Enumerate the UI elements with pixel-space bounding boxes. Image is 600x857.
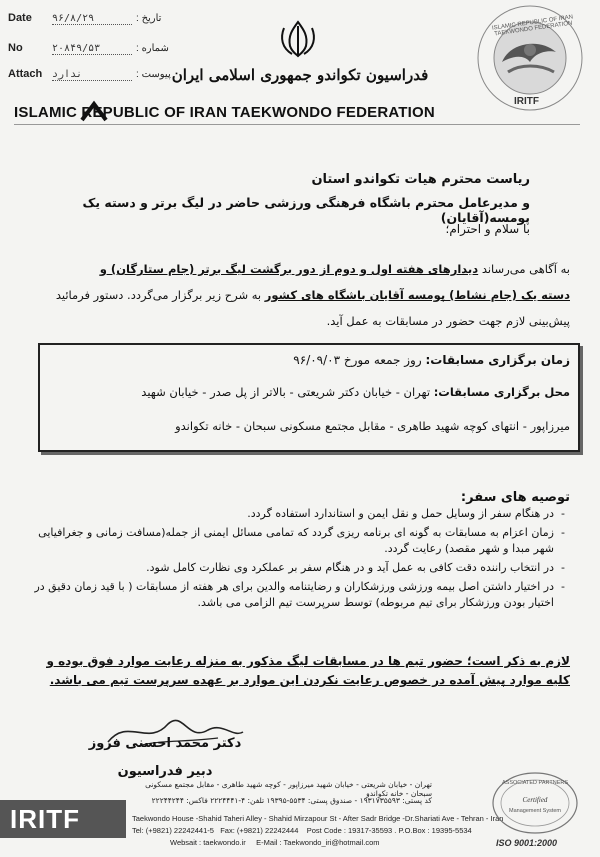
event-place-row — [48, 385, 570, 399]
footer-tel: Tel: (+9821) 22242441-5 — [132, 826, 214, 835]
signer-name: دکتر محمد احسنی فروز — [88, 736, 242, 751]
body-p2-a: دسته یک (جام نشاط) پومسه آقایان باشگاه های کشور — [264, 288, 570, 302]
footer-en-contact — [132, 826, 472, 835]
iran-emblem-icon — [276, 18, 320, 58]
event-info-box — [38, 343, 580, 452]
footer-fa-contact: کد پستی: ۱۹۳۱۷۳۵۵۹۳ - صندوق پستی: ۵۵۳۴-۱۹۳۹۵ تلفن: ۴-۲۲۲۴۴۴۱ فاکس: ۲۲۲۴۴۲۴۴ — [151, 796, 432, 805]
attach-label-fa: : پیوست — [136, 69, 171, 80]
logo-label: IRITF — [514, 96, 539, 107]
attach-value: ندارد — [52, 69, 132, 81]
event-place-value: تهران - خیابان دکتر شریعتی - بالاتر از پل صدر - خیابان شهید — [141, 385, 431, 399]
event-time-row — [293, 353, 570, 367]
footer-post: Post Code : 19317-35593 . P.O.Box : 19395-5534 — [306, 826, 472, 835]
logo-ring-text: ISLAMIC REPUBLIC OF IRAN TAEKWONDO FEDERATION — [491, 14, 574, 38]
federation-name-fa: فدراسیون تکواندو جمهوری اسلامی ایران — [171, 66, 429, 84]
date-value: ۹۶/۸/۲۹ — [52, 13, 132, 25]
iso-label: ISO 9001:2000 — [496, 838, 558, 848]
footer-fax: Fax: (+9821) 22242444 — [220, 826, 299, 835]
date-row — [8, 12, 161, 25]
federation-name-en: ISLAMIC REPUBLIC OF IRAN TAEKWONDO FEDERATION — [14, 104, 435, 121]
number-row — [8, 42, 169, 55]
footer-web — [170, 838, 380, 847]
date-label-fa: : تاریخ — [136, 13, 162, 24]
travel-heading: توصیه های سفر: — [460, 490, 570, 505]
date-label: Date — [8, 12, 32, 24]
event-place-value2: میرزاپور - انتهای کوچه شهید طاهری - مقابل مجتمع مسکونی سبحان - خانه تکواندو — [175, 419, 570, 433]
event-place-label: محل برگزاری مسابقات: — [433, 385, 570, 399]
federation-logo — [470, 2, 590, 114]
body-line2 — [30, 288, 570, 303]
travel-item: - در انتخاب راننده دقت کافی به عمل آید و در هنگام سفر بر عملکرد وی نظارت کامل شود. — [30, 560, 554, 576]
iso-seal: ASSOCIATED PARTNERS Certified Management System — [490, 770, 580, 836]
travel-item: - در هنگام سفر از وسایل حمل و نقل ایمن و استاندارد استفاده گردد. — [30, 506, 554, 522]
attach-row — [8, 68, 171, 81]
footer-fa-address: تهران - خیابان شریعتی - خیابان شهید میرزاپور - کوچه شهید طاهری - مقابل مجتمع مسکونی سبحان - خانه تکواندو — [145, 780, 432, 798]
event-time-value: روز جمعه مورخ ۹۶/۰۹/۰۳ — [293, 353, 422, 367]
footer-email[interactable]: E-Mail : Taekwondo_iri@hotmail.com — [256, 838, 380, 847]
footer-logo: IRITF — [0, 800, 126, 838]
addressee-line1: ریاست محترم هیات تکواندو استان — [311, 172, 530, 187]
body-p2-b: به شرح زیر برگزار می‌گردد. دستور فرمائید — [55, 288, 262, 302]
header-divider — [14, 124, 580, 125]
number-value: ۲۰۸۴۹/۵۳ — [52, 43, 132, 55]
number-label-fa: : شماره — [136, 43, 169, 54]
number-label: No — [8, 42, 23, 54]
event-time-label: زمان برگزاری مسابقات: — [425, 353, 570, 367]
signer-title: دبیر فدراسیون — [117, 764, 213, 779]
travel-list — [30, 506, 570, 614]
travel-item: - در اختیار داشتن اصل بیمه ورزشی ورزشکاران و رضایتنامه والدین برای هر هفته از مسابقات ( با قید زمان دقیق در اختیار بودن ورزشکار برای تیم مربوطه) توسط سرپرست تیم الزامی می باشد. — [30, 579, 554, 611]
body-p1-b: دیدارهای هفته اول و دوم از دور برگشت لیگ برتر (جام ستارگان) و — [99, 262, 479, 276]
footer-website[interactable]: Websait : taekwondo.ir — [170, 838, 246, 847]
chevron-mark-icon — [80, 100, 108, 122]
body-p3: پیش‌بینی لازم جهت حضور در مسابقات به عمل آید. — [326, 314, 570, 328]
body-p1-a: به آگاهی می‌رساند — [481, 262, 570, 276]
attach-label: Attach — [8, 68, 43, 80]
travel-warning: لازم به ذکر است؛ حضور تیم ها در مسابقات لیگ مذکور به منزله رعایت موارد فوق بوده و کلیه موارد پیش آمده در خصوص رعایت نکردن این موارد بر عهده سرپرست تیم می باشد. — [46, 654, 570, 688]
addressee-line2: و مدیرعامل محترم باشگاه فرهنگی ورزشی حاضر در لیگ برتر و دسته یک پومسه(آقایان) — [82, 195, 530, 225]
body-line1 — [30, 262, 570, 277]
greeting: با سلام و احترام؛ — [445, 222, 530, 236]
travel-item: - زمان اعزام به مسابقات به گونه ای برنامه ریزی گردد که تمامی مسائل ایمنی از جمله(مسافت زمانی و جغرافیایی شهر مبدا و شهر مقصد) رعایت گردد. — [30, 525, 554, 557]
footer-en-address: Taekwondo House -Shahid Taheri Alley - Shahid Mirzapour St - After Sadr Bridge -Dr.Shariati Ave - Tehran - Iran — [132, 814, 504, 823]
